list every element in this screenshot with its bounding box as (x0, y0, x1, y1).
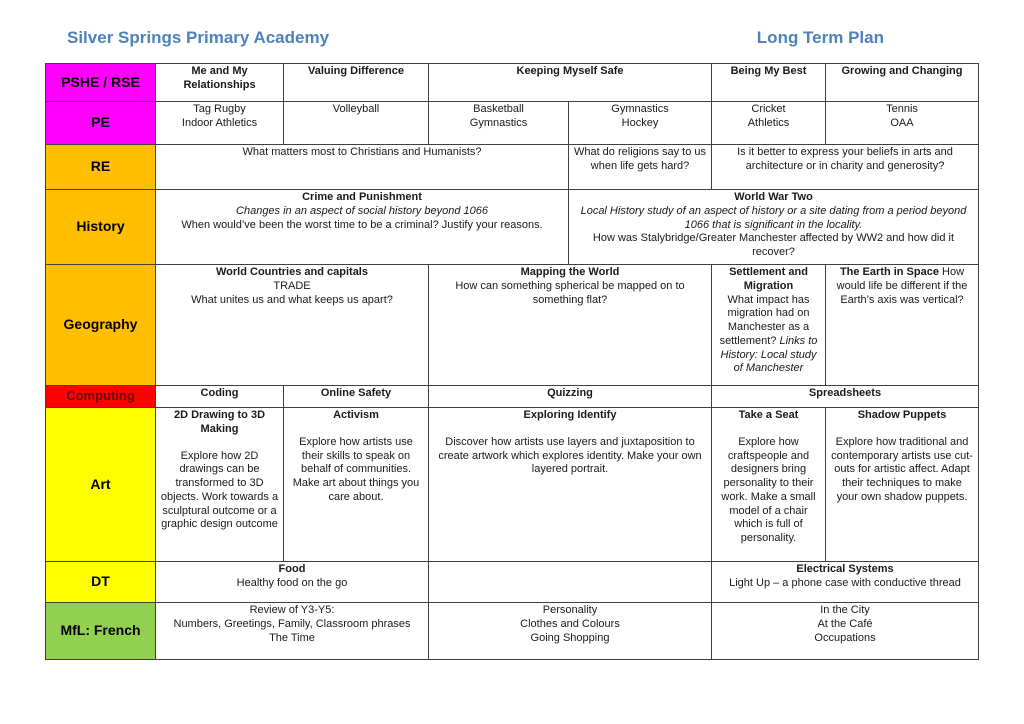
cell-pshe-growing-and-changing: Growing and Changing (826, 64, 979, 102)
cell-pshe-me-and-my-relationships: Me and My Relationships (156, 64, 284, 102)
row-mfl-french (46, 603, 979, 660)
cell-pe-summer1: Cricket Athletics (712, 102, 826, 145)
cell-pshe-keeping-myself-safe: Keeping Myself Safe (429, 64, 712, 102)
cell-pshe-being-my-best: Being My Best (712, 64, 826, 102)
subject-cell-geography: Geography (46, 265, 156, 386)
long-term-plan-table (45, 63, 979, 660)
row-dt (46, 562, 979, 603)
subject-cell-re: RE (46, 145, 156, 190)
cell-pe-autumn1: Tag Rugby Indoor Athletics (156, 102, 284, 145)
row-pe (46, 102, 979, 145)
cell-pshe-valuing-difference: Valuing Difference (284, 64, 429, 102)
cell-dt-empty (429, 562, 712, 603)
cell-pe-summer2: Tennis OAA (826, 102, 979, 145)
row-re (46, 145, 979, 190)
cell-pe-spring2: Gymnastics Hockey (569, 102, 712, 145)
row-pshe-rse (46, 64, 979, 102)
subject-cell-computing: Computing (46, 386, 156, 408)
subject-cell-pe: PE (46, 102, 156, 145)
cell-re-arts-architecture: Is it better to express your beliefs in arts and architecture or in charity and generosity? (712, 145, 979, 190)
page-header (67, 28, 884, 48)
cell-computing-online-safety: Online Safety (284, 386, 429, 408)
cell-geo-earth-in-space: The Earth in Space How would life be different if the Earth’s axis was vertical? (826, 265, 979, 386)
cell-art-2d-to-3d: 2D Drawing to 3D Making Explore how 2D drawings can be transformed to 3D objects. Work towards a sculptural outcome or a graphic design outcome (156, 408, 284, 562)
plan-title: Long Term Plan (756, 28, 884, 47)
cell-computing-coding: Coding (156, 386, 284, 408)
cell-geo-world-countries: World Countries and capitals TRADE What unites us and what keeps us apart? (156, 265, 429, 386)
row-history (46, 190, 979, 265)
subject-cell-pshe-rse: PSHE / RSE (46, 64, 156, 102)
cell-history-crime-and-punishment: Crime and Punishment Changes in an aspect of social history beyond 1066 When would’ve been the worst time to be a criminal? Justify your reasons. (156, 190, 569, 265)
cell-computing-spreadsheets: Spreadsheets (712, 386, 979, 408)
cell-history-world-war-two: World War Two Local History study of an aspect of history or a site dating from a period beyond 1066 that is significant in the locality. How was Stalybridge/Greater Manchester affected by WW2 and how did it recover? (569, 190, 979, 265)
cell-geo-settlement-migration: Settlement and Migration What impact has migration had on Manchester as a settlement? Links to History: Local study of Manchester (712, 265, 826, 386)
row-computing (46, 386, 979, 408)
subject-cell-art: Art (46, 408, 156, 562)
subject-cell-dt: DT (46, 562, 156, 603)
cell-art-shadow-puppets: Shadow Puppets Explore how traditional and contemporary artists use cut-outs for artistic affect. Adapt their techniques to make your own shadow puppets. (826, 408, 979, 562)
cell-geo-mapping-the-world: Mapping the World How can something spherical be mapped on to something flat? (429, 265, 712, 386)
subject-cell-history: History (46, 190, 156, 265)
row-geography (46, 265, 979, 386)
cell-pe-autumn2: Volleyball (284, 102, 429, 145)
cell-mfl-personality: Personality Clothes and Colours Going Shopping (429, 603, 712, 660)
cell-computing-quizzing: Quizzing (429, 386, 712, 408)
cell-re-christians-humanists: What matters most to Christians and Humanists? (156, 145, 569, 190)
cell-mfl-in-the-city: In the City At the Café Occupations (712, 603, 979, 660)
subject-cell-mfl-french: MfL: French (46, 603, 156, 660)
cell-art-take-a-seat: Take a Seat Explore how craftspeople and designers bring personality to their work. Make a small model of a chair which is full of personality. (712, 408, 826, 562)
row-art (46, 408, 979, 562)
cell-art-activism: Activism Explore how artists use their skills to speak on behalf of communities. Make art about things you care about. (284, 408, 429, 562)
cell-re-life-gets-hard: What do religions say to us when life gets hard? (569, 145, 712, 190)
cell-dt-food: Food Healthy food on the go (156, 562, 429, 603)
cell-pe-spring1: Basketball Gymnastics (429, 102, 569, 145)
school-name: Silver Springs Primary Academy (67, 28, 330, 47)
cell-dt-electrical-systems: Electrical Systems Light Up – a phone case with conductive thread (712, 562, 979, 603)
cell-art-exploring-identify: Exploring Identify Discover how artists use layers and juxtaposition to create artwork which explores identity. Make your own layered portrait. (429, 408, 712, 562)
cell-mfl-review: Review of Y3-Y5: Numbers, Greetings, Family, Classroom phrases The Time (156, 603, 429, 660)
